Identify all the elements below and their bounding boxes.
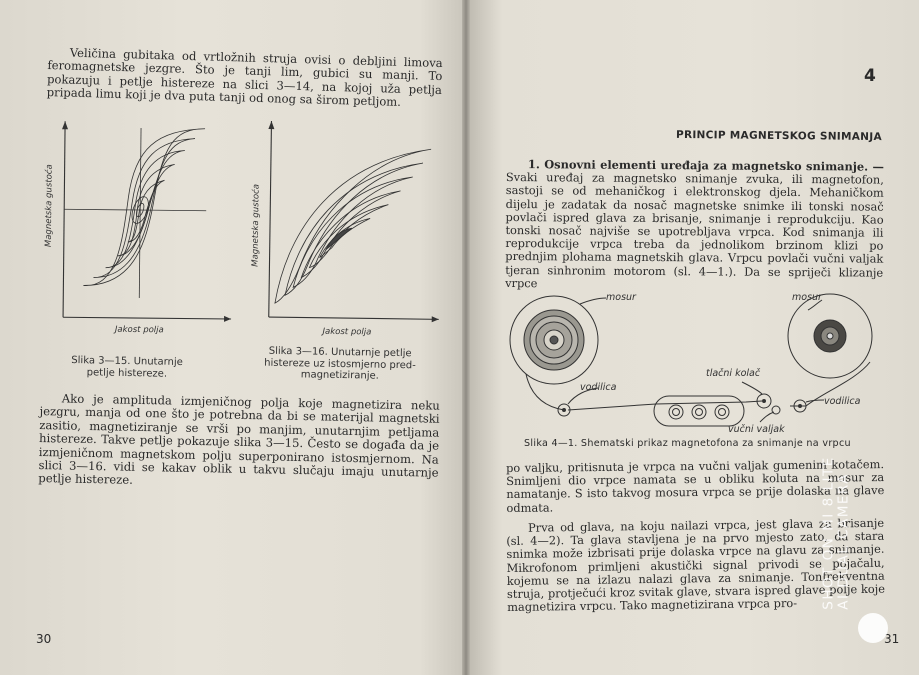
left-page-number: 30 [36, 632, 52, 646]
fig2-y-axis [269, 121, 272, 317]
chapter-title: PRINCIP MAGNETSKOG SNIMANJA [675, 128, 882, 144]
fig1-y-label: Magnetska gustoća [43, 164, 55, 248]
fig1-x-label: Jakost polja [114, 324, 164, 336]
book-gutter [462, 0, 470, 675]
section-heading: 1. Osnovni elementi uređaja za magnetsko snimanje. — [527, 157, 884, 174]
fig1-y-axis [63, 121, 65, 317]
fig2-x-label: Jakost polja [322, 326, 372, 338]
label-mosur-right: mosur [792, 292, 822, 303]
fig2-x-axis [269, 317, 439, 319]
caption-3-15: Slika 3—15. Unutarnje petlje histereze. [71, 355, 183, 380]
right-paragraph-2: po valjku, pritisnuta je vrpca na vučni valjak gumenim kotačem. Snimljeni dio vrpce namata se u obliku koluta na mosur za namatanje. S isto takvog mosura vrpca se prije dolaska na glave odmata. [505, 457, 885, 515]
head-block [654, 396, 744, 426]
right-section-1 [505, 158, 884, 293]
label-vodilica-right: vodilica [824, 396, 861, 407]
label-vodilica-left: vodilica [580, 382, 617, 393]
right-paragraph-3: Prva od glava, na koju nailazi vrpca, jest glava za brisanje (sl. 4—2). Ta glava stavljena je na prvo mjesto zato, da stara snimka može izbrisati prije dolaska vrpce na glavu za snimanje. Mikrofonom primljeni akustički signal privodi se pojačalu, kojemu se na izlazu nalazi glava za snimanje. Tonfrekventna struja, protječući kroz svitak glave, stvara ispred glave polje koje magnetizira vrpcu. Tako magnetizirana vrpca pro- [506, 515, 886, 615]
watermark-text: SHOT ON MI 8 LITE AI DUAL CAMERA [820, 456, 852, 610]
watermark-dot-icon [858, 613, 888, 643]
left-paragraph-1: Veličina gubitaka od vrtložnih struja ovisi o debljini limova feromagnetske jezgre. Što je tanji lim, gubici su manji. To pokazuju i petlje histereze na slici 3—14, na kojoj uža petlja pripada limu koji je dva puta tanji od onog sa širom petljom. [46, 45, 443, 110]
label-vucni-valjak: vučni valjak [728, 424, 785, 435]
camera-watermark [820, 408, 892, 648]
caption-4-1: Slika 4—1. Shematski prikaz magnetofona za snimanje na vrpcu [524, 438, 851, 449]
fig2-y-label: Magnetska gustoća [250, 183, 262, 267]
label-mosur-left: mosur [606, 292, 636, 303]
chapter-number: 4 [864, 66, 876, 86]
label-tlacni-kolac: tlačni kolač [706, 368, 761, 379]
right-page-number: 31 [884, 632, 900, 646]
left-paragraph-2: Ako je amplituda izmjeničnog polja koje magnetizira neku jezgru, manja od one što je potrebna da bi se materijal magnetski zasitio, magnetiziranje se vrši po manjim, unutarnjim petljama histereze. Takve petlje pokazuje slika 3—15. Često se događa da je izmjeničnom magnetskom polju superponirano istosmjernom. Na slici 3—16. vidi se kakav oblik u takvu slučaju imaju unutarnje petlje histereze. [38, 391, 440, 488]
right-paragraph-1: Svaki uređaj za magnetsko snimanje zvuka, ili magnetofon, sastoji se od mehaničkog i elektronskog djela. Mehaničkom dijelu je zadatak da nosač magnetske snimke ili tonski nosač povlači ispred glava za brisanje, snimanje i reprodukciju. Kao tonski nosač najviše se upotrebljava vrpca. Kod snimanja ili reprodukcije vrpca treba da jednolikom brzinom klizi po prednjim plohama magnetskih glava. Vrpcu povlači vučni valjak tjeran sinhronim motorom (sl. 4—1.). Da se spriječi klizanje vrpce [505, 170, 884, 291]
figure-3-16-biased-hysteresis-loops [240, 118, 445, 340]
figure-4-1-tape-recorder [506, 282, 886, 437]
caption-3-16: Slika 3—16. Unutarnje petlje histereze uz istosmjerno pred- magnetiziranje. [264, 345, 416, 382]
fig1-x-axis [63, 317, 231, 319]
figure-3-15-hysteresis-loops [36, 118, 236, 338]
